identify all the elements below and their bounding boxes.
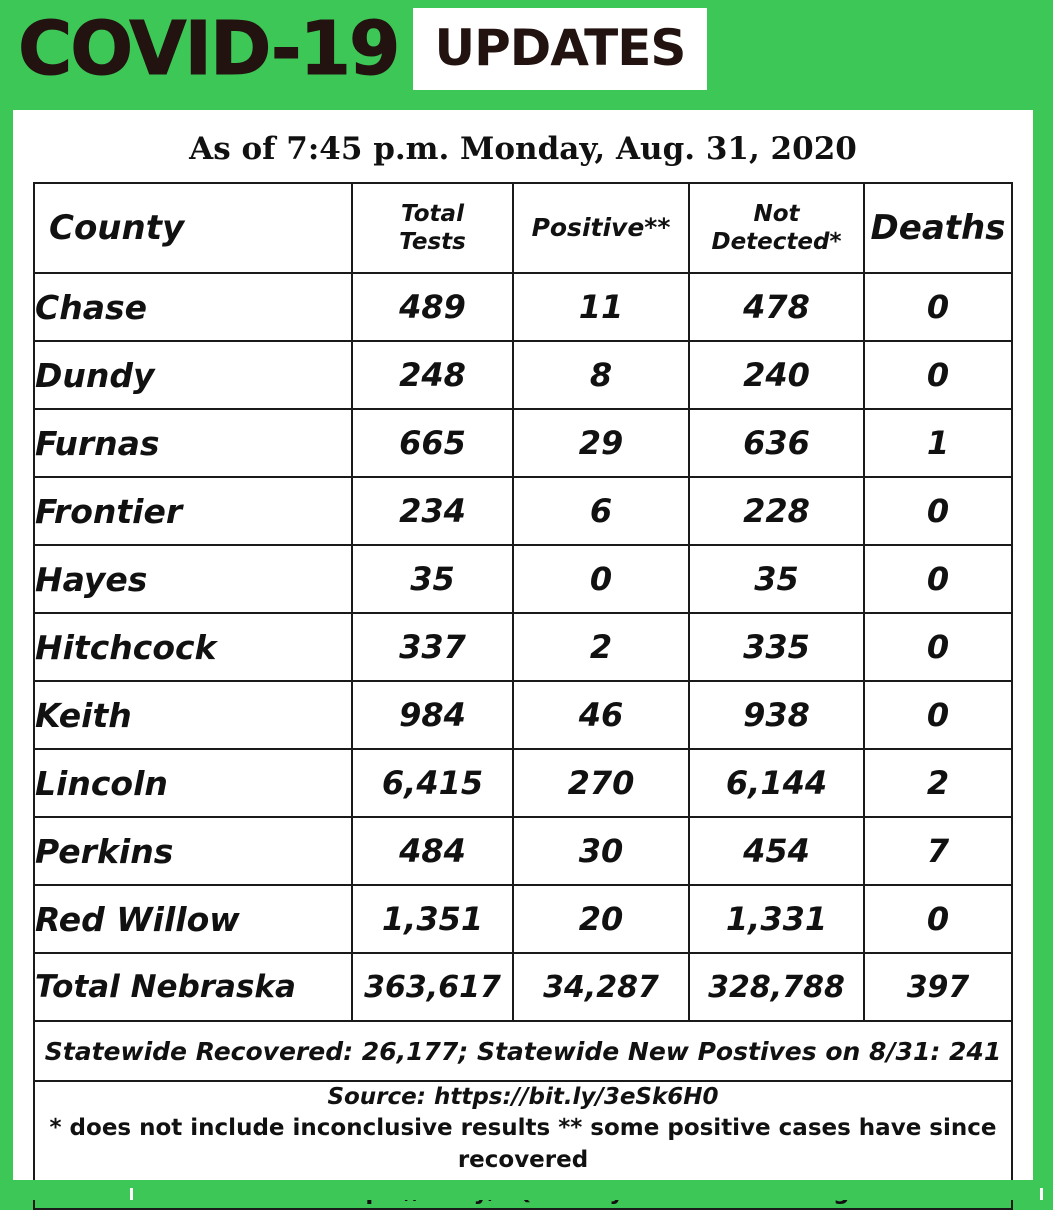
cell-county: Keith	[34, 681, 352, 749]
column-header-not-detected	[689, 183, 864, 273]
cell-not-detected: 228	[689, 477, 864, 545]
table-row	[34, 749, 1012, 817]
updates-badge: UPDATES	[413, 8, 708, 90]
cell-positive: 20	[513, 885, 689, 953]
table-row-total	[34, 953, 1012, 1021]
disclaimer-note: * does not include inconclusive results ** some positive cases have since recovered	[49, 1115, 997, 1173]
cell-not-detected: 240	[689, 341, 864, 409]
cell-county: Frontier	[34, 477, 352, 545]
cell-not-detected: 35	[689, 545, 864, 613]
cell-total-tests: 6,415	[352, 749, 513, 817]
cell-positive: 6	[513, 477, 689, 545]
cell-county: Lincoln	[34, 749, 352, 817]
cell-deaths: 0	[864, 681, 1012, 749]
cell-total-tests: 1,351	[352, 885, 513, 953]
table-row	[34, 681, 1012, 749]
content-card	[13, 110, 1033, 1180]
tick-mark-right	[1040, 1188, 1043, 1200]
cell-positive: 2	[513, 613, 689, 681]
tick-mark-left	[130, 1188, 133, 1200]
cell-county: Furnas	[34, 409, 352, 477]
as-of-timestamp: As of 7:45 p.m. Monday, Aug. 31, 2020	[189, 131, 857, 167]
cell-deaths: 397	[864, 953, 1012, 1021]
cell-total-tests: 489	[352, 273, 513, 341]
cell-positive: 11	[513, 273, 689, 341]
cell-deaths: 0	[864, 341, 1012, 409]
cell-not-detected: 1,331	[689, 885, 864, 953]
cell-deaths: 0	[864, 613, 1012, 681]
cell-deaths: 0	[864, 477, 1012, 545]
table-row	[34, 613, 1012, 681]
cell-county: Total Nebraska	[34, 953, 352, 1021]
cell-positive: 29	[513, 409, 689, 477]
column-header-total-tests-line1: Total	[401, 201, 464, 227]
cell-positive: 30	[513, 817, 689, 885]
cell-not-detected: 478	[689, 273, 864, 341]
cell-not-detected: 6,144	[689, 749, 864, 817]
column-header-not-detected-line2: Detected*	[711, 229, 842, 255]
cell-deaths: 2	[864, 749, 1012, 817]
column-header-total-tests	[352, 183, 513, 273]
column-header-county: County	[34, 183, 352, 273]
cell-county: Red Willow	[34, 885, 352, 953]
cell-deaths: 1	[864, 409, 1012, 477]
cell-not-detected: 938	[689, 681, 864, 749]
cell-county: Perkins	[34, 817, 352, 885]
cell-deaths: 7	[864, 817, 1012, 885]
cell-total-tests: 984	[352, 681, 513, 749]
cell-county: Chase	[34, 273, 352, 341]
cell-positive: 270	[513, 749, 689, 817]
recovered-row	[34, 1021, 1012, 1081]
source-note: Source: https://bit.ly/3eSk6H0	[327, 1084, 719, 1110]
cell-county: Hitchcock	[34, 613, 352, 681]
cell-deaths: 0	[864, 885, 1012, 953]
cell-positive: 34,287	[513, 953, 689, 1021]
cell-deaths: 0	[864, 545, 1012, 613]
table-row	[34, 273, 1012, 341]
table-row	[34, 341, 1012, 409]
column-header-not-detected-line1: Not	[753, 201, 800, 227]
cell-total-tests: 484	[352, 817, 513, 885]
column-header-deaths: Deaths	[864, 183, 1012, 273]
statewide-recovered-text: Statewide Recovered: 26,177; Statewide New Postives on 8/31: 241	[34, 1021, 1012, 1081]
table-row	[34, 409, 1012, 477]
cell-not-detected: 636	[689, 409, 864, 477]
covid-stats-table	[33, 182, 1013, 1210]
cell-not-detected: 454	[689, 817, 864, 885]
table-row	[34, 817, 1012, 885]
page-title: COVID-19	[18, 6, 399, 92]
cell-positive: 46	[513, 681, 689, 749]
cell-total-tests: 248	[352, 341, 513, 409]
cell-county: Hayes	[34, 545, 352, 613]
column-header-total-tests-line2: Tests	[399, 229, 466, 255]
cell-not-detected: 335	[689, 613, 864, 681]
cell-total-tests: 35	[352, 545, 513, 613]
header-banner	[0, 0, 1053, 92]
cell-county: Dundy	[34, 341, 352, 409]
cell-total-tests: 234	[352, 477, 513, 545]
cell-positive: 0	[513, 545, 689, 613]
cell-total-tests: 363,617	[352, 953, 513, 1021]
table-header-row	[34, 183, 1012, 273]
bottom-strip	[0, 1180, 1053, 1200]
column-header-positive: Positive**	[513, 183, 689, 273]
cell-positive: 8	[513, 341, 689, 409]
cell-total-tests: 337	[352, 613, 513, 681]
table-row	[34, 545, 1012, 613]
table-row	[34, 477, 1012, 545]
cell-deaths: 0	[864, 273, 1012, 341]
cell-not-detected: 328,788	[689, 953, 864, 1021]
table-row	[34, 885, 1012, 953]
cell-total-tests: 665	[352, 409, 513, 477]
